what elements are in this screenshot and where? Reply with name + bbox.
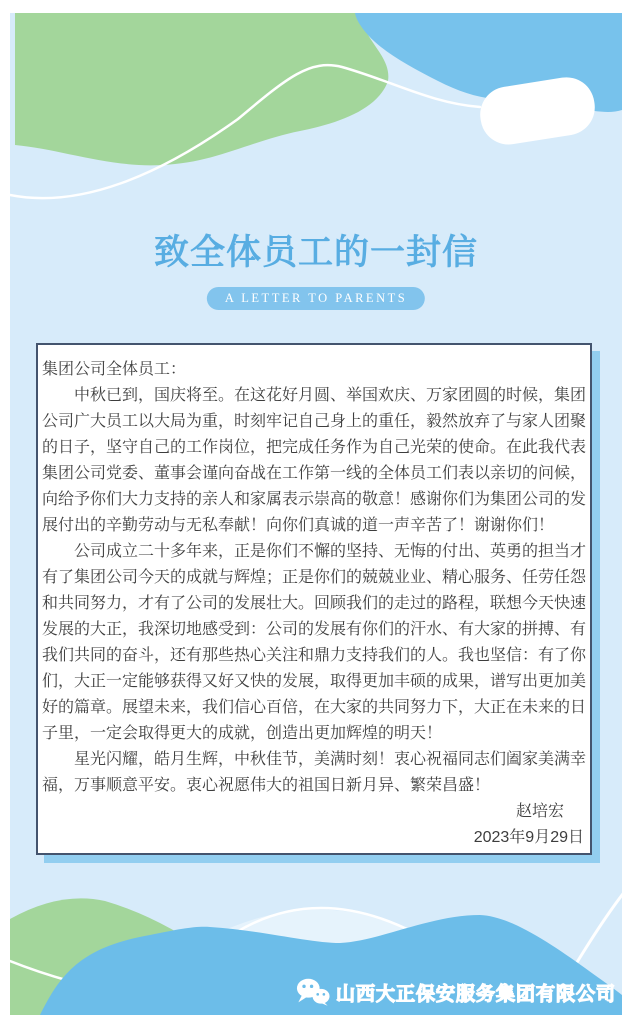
letter-salutation: 集团公司全体员工：	[42, 361, 187, 378]
subtitle-banner: A LETTER TO PARENTS	[207, 287, 425, 310]
letter-poster	[10, 13, 622, 1015]
letter-paragraph: 公司成立二十多年来，正是你们不懈的坚持、无悔的付出、英勇的担当才有了集团公司今天的成就与辉煌；正是你们的兢兢业业、精心服务、任劳任怨和共同努力，才有了公司的发展壮大。回顾我们的走过的路程，联想今天快速发展的大正，我深切地感受到：公司的发展有你们的汗水、有大家的拼搏、有我们共同的奋斗，还有那些热心关注和鼎力支持我们的人。我也坚信：有了你们，大正一定能够获得又好又快的发展，取得更加丰硕的成果，谱写出更加美好的篇章。展望未来，我们信心百倍，在大家的共同努力下，大正在未来的日子里，一定会取得更大的成就，创造出更加辉煌的明天！	[42, 543, 587, 742]
letter-card	[36, 343, 592, 855]
wechat-icon	[296, 977, 330, 1007]
footer-brand	[296, 977, 616, 1007]
page-title: 致全体员工的一封信	[153, 233, 478, 272]
letter-paragraph: 星光闪耀，皓月生辉，中秋佳节，美满时刻！衷心祝福同志们阖家美满幸福，万事顺意平安。衷心祝愿伟大的祖国日新月异、繁荣昌盛！	[42, 751, 587, 794]
letter-paragraph: 中秋已到，国庆将至。在这花好月圆、举国欢庆、万家团圆的时候，集团公司广大员工以大局为重，时刻牢记自己身上的重任，毅然放弃了与家人团聚的日子，坚守自己的工作岗位，把完成任务作为自己光荣的使命。在此我代表集团公司党委、董事会谨向奋战在工作第一线的全体员工们表以亲切的问候，向给予你们大力支持的亲人和家属表示崇高的敬意！感谢你们为集团公司的发展付出的辛勤劳动与无私奉献！向你们真诚的道一声辛苦了！谢谢你们！	[42, 387, 587, 534]
letter-signature: 赵培宏	[515, 803, 564, 820]
company-name: 山西大正保安服务集团有限公司	[335, 983, 616, 1005]
top-decoration	[10, 13, 622, 243]
letter-date: 2023年9月29日	[473, 829, 584, 846]
